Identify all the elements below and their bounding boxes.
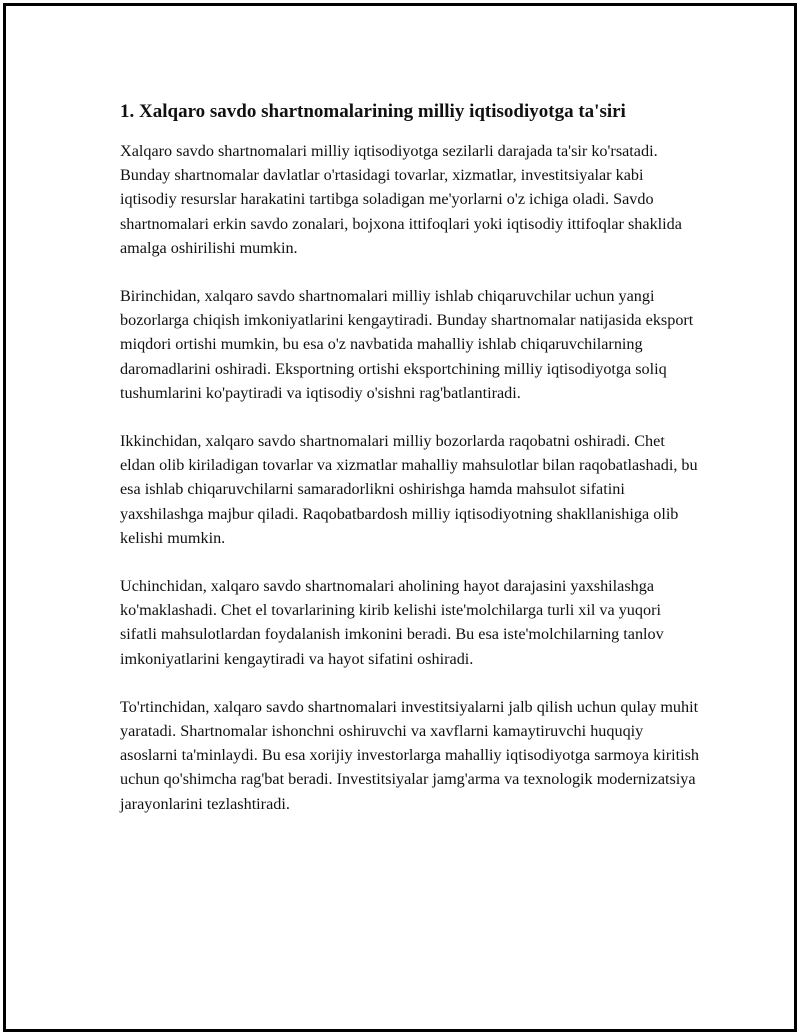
- paragraph-intro: Xalqaro savdo shartnomalari milliy iqtisodiyotga sezilarli darajada ta'sir ko'rsatadi. Bunday shartnomalar davlatlar o'rtasidagi tovarlar, xizmatlar, investitsiyalar kabi iqtisodiy resurslar harakatini tartibga soladigan me'yorlarni o'z ichiga oladi. Savdo shartnomalari erkin savdo zonalari, bojxona ittifoqlari yoki iqtisodiy ittifoqlar shaklida amalga oshirilishi mumkin.: [120, 142, 682, 257]
- paragraph-fourth: To'rtinchidan, xalqaro savdo shartnomalari investitsiyalarni jalb qilish uchun qulay muhit yaratadi. Shartnomalar ishonchni oshiruvchi va xavflarni kamaytiruvchi huquqiy asoslarni ta'minlaydi. Bu esa xorijiy investorlarga mahalliy iqtisodiyotga sarmoya kiritish uchun qo'shimcha rag'bat beradi. Investitsiyalar jamg'arma va texnologik modernizatsiya jarayonlarini tezlashtiradi.: [120, 697, 699, 813]
- page-title: 1. Xalqaro savdo shartnomalarining milliy iqtisodiyotga ta'siri: [120, 101, 626, 122]
- paragraph-first: Birinchidan, xalqaro savdo shartnomalari milliy ishlab chiqaruvchilar uchun yangi bozorlarga chiqish imkoniyatlarini kengaytiradi. Bunday shartnomalar natijasida eksport miqdori ortishi mumkin, bu esa o'z navbatida mahalliy ishlab chiqaruvchilarning daromadlarini oshiradi. Eksportning ortishi eksportchining milliy iqtisodiyotga soliq tushumlarini ko'paytiradi va iqtisodiy o'sishni rag'batlantiradi.: [120, 287, 694, 402]
- paragraph-second: Ikkinchidan, xalqaro savdo shartnomalari milliy bozorlarda raqobatni oshiradi. Chet eldan olib kiriladigan tovarlar va xizmatlar mahalliy mahsulotlar bilan raqobatlashadi, bu esa ishlab chiqaruvchilarni samaradorlikni oshirishga hamda mahsulot sifatini yaxshilashga majbur qiladi. Raqobatbardosh milliy iqtisodiyotning shakllanishiga olib kelishi mumkin.: [120, 432, 698, 547]
- paragraph-third: Uchinchidan, xalqaro savdo shartnomalari aholining hayot darajasini yaxshilashga ko'maklashadi. Chet el tovarlarining kirib kelishi iste'molchilarga turli xil va yuqori sifatli mahsulotlardan foydalanish imkonini beradi. Bu esa iste'molchilarning tanlov imkoniyatlarini kengaytiradi va hayot sifatini oshiradi.: [120, 577, 664, 668]
- page-frame: [3, 3, 797, 1032]
- document-body: [120, 98, 700, 840]
